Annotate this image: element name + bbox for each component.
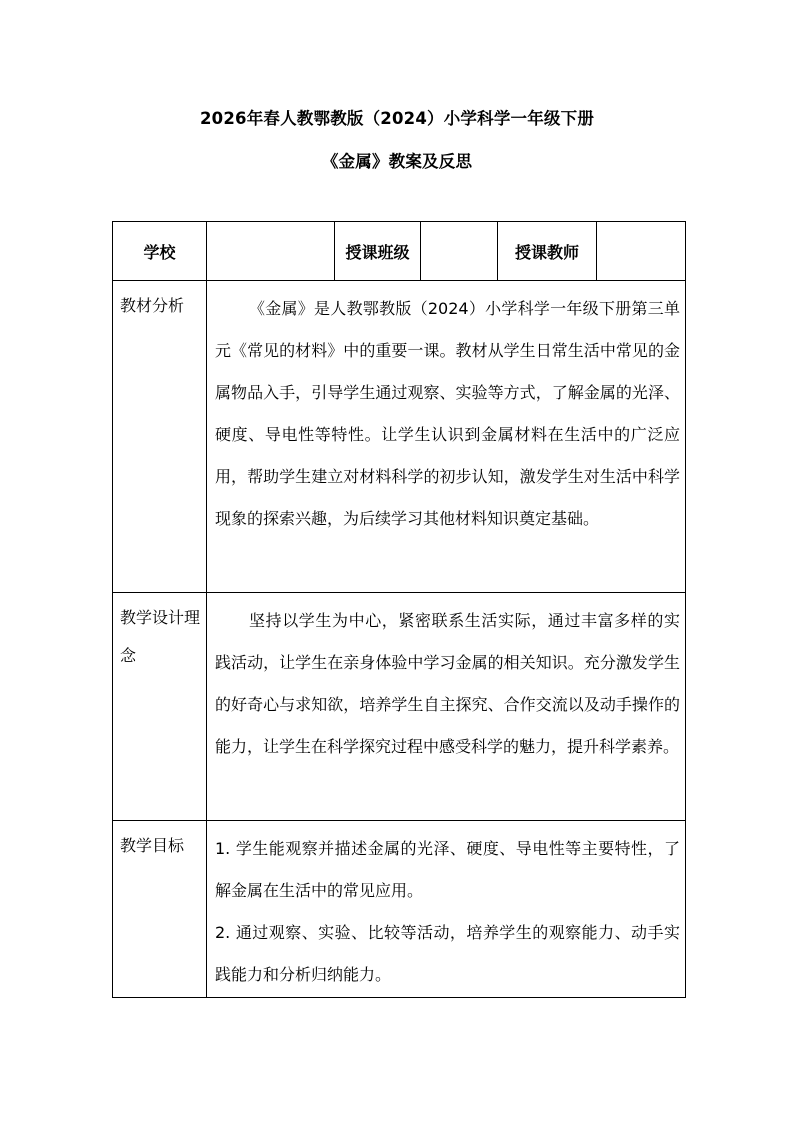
row-content-material-analysis [207, 281, 686, 593]
header-row [113, 222, 686, 281]
teaching-goals-list [207, 820, 685, 996]
row-label-material-analysis: 教材分析 [113, 281, 207, 593]
row-label-teaching-goals: 教学目标 [113, 821, 207, 998]
row-content-teaching-goals [207, 821, 686, 998]
design-concept-text: 坚持以学生为中心，紧密联系生活实际，通过丰富多样的实践活动，让学生在亲身体验中学习金属的相关知识。充分激发学生的好奇心与求知欲，培养学生自主探究、合作交流以及动手操作的能力，让学生在科学探究过程中感受科学的魅力，提升科学素养。 [215, 611, 680, 756]
goal-item: 1. 学生能观察并描述金属的光泽、硬度、导电性等主要特性，了解金属在生活中的常见应用。 [215, 839, 680, 900]
teacher-label: 授课教师 [498, 222, 597, 281]
school-value [207, 222, 335, 281]
material-analysis-text: 《金属》是人教鄂教版（2024）小学科学一年级下册第三单元《常见的材料》中的重要一课。教材从学生日常生活中常见的金属物品入手，引导学生通过观察、实验等方式，了解金属的光泽、硬度、导电性等特性。让学生认识到金属材料在生活中的广泛应用，帮助学生建立对材料科学的初步认知，激发学生对生活中科学现象的探索兴趣，为后续学习其他材料知识奠定基础。 [215, 299, 680, 528]
table-row [113, 593, 686, 821]
document-subtitle: 《金属》教案及反思 [321, 152, 473, 171]
school-label: 学校 [113, 222, 207, 281]
design-concept-label: 教学设计理念 [120, 608, 201, 665]
row-content-design-concept [207, 593, 686, 821]
goal-item: 2. 通过观察、实验、比较等活动，培养学生的观察能力、动手实践能力和分析归纳能力。 [215, 923, 680, 984]
teacher-value [597, 222, 686, 281]
document-title: 2026年春人教鄂教版（2024）小学科学一年级下册 [199, 109, 595, 128]
class-value [421, 222, 498, 281]
table-row [113, 821, 686, 998]
lesson-plan-table [112, 221, 686, 998]
class-label: 授课班级 [335, 222, 421, 281]
row-label-design-concept [113, 593, 207, 821]
table-row [113, 281, 686, 593]
